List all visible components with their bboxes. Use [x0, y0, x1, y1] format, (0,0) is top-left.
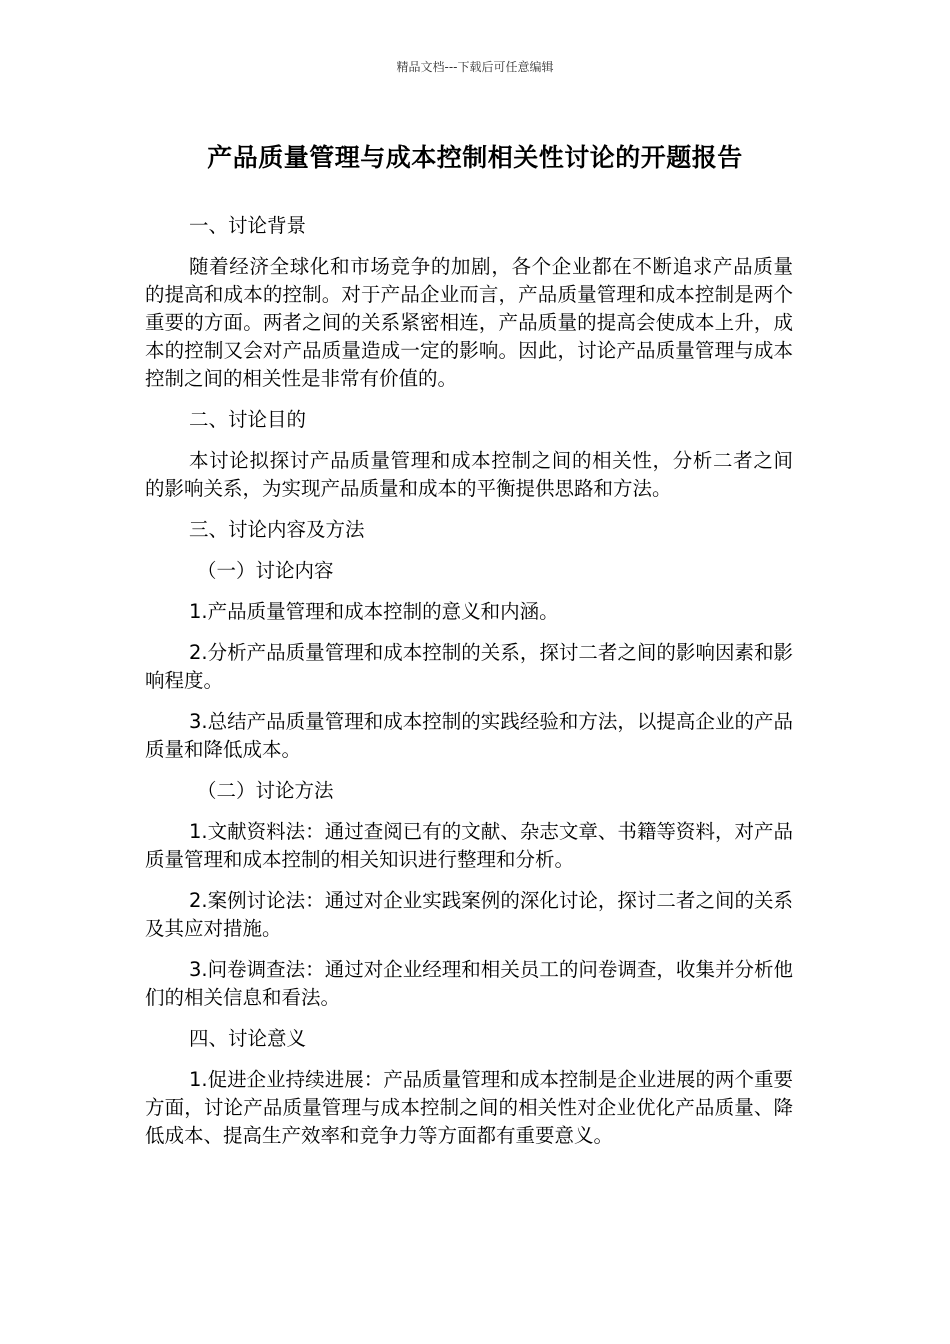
subsection-heading: （一）讨论内容: [197, 559, 334, 582]
section-heading: 一、讨论背景: [189, 214, 307, 237]
list-item: 2.案例讨论法：通过对企业实践案例的深化讨论，探讨二者之间的关系及其应对措施。: [145, 889, 793, 940]
list-item: 1.文献资料法：通过查阅已有的文献、杂志文章、书籍等资料，对产品质量管理和成本控制的相关知识进行整理和分析。: [145, 820, 793, 871]
section-heading: 四、讨论意义: [189, 1027, 307, 1050]
section-heading: 二、讨论目的: [189, 408, 307, 431]
subsection-heading: （二）讨论方法: [197, 779, 334, 802]
paragraph: 本讨论拟探讨产品质量管理和成本控制之间的相关性，分析二者之间的影响关系，为实现产品质量和成本的平衡提供思路和方法。: [145, 449, 793, 500]
page-header: 精品文档---下载后可任意编辑: [396, 60, 554, 74]
list-item: 2.分析产品质量管理和成本控制的关系，探讨二者之间的影响因素和影响程度。: [145, 641, 793, 692]
list-item: 3.总结产品质量管理和成本控制的实践经验和方法，以提高企业的产品质量和降低成本。: [145, 710, 793, 761]
paragraph: 随着经济全球化和市场竞争的加剧，各个企业都在不断追求产品质量的提高和成本的控制。对于产品企业而言，产品质量管理和成本控制是两个重要的方面。两者之间的关系紧密相连，产品质量的提高会使成本上升，成本的控制又会对产品质量造成一定的影响。因此，讨论产品质量管理与成本控制之间的相关性是非常有价值的。: [145, 255, 793, 390]
list-item: 1.产品质量管理和成本控制的意义和内涵。: [189, 600, 559, 623]
list-item: 1.促进企业持续进展：产品质量管理和成本控制是企业进展的两个重要方面，讨论产品质量管理与成本控制之间的相关性对企业优化产品质量、降低成本、提高生产效率和竞争力等方面都有重要意义。: [145, 1068, 793, 1147]
document-body: [145, 212, 793, 1163]
section-heading: 三、讨论内容及方法: [189, 518, 365, 541]
document-title: 产品质量管理与成本控制相关性讨论的开题报告: [207, 143, 743, 172]
list-item: 3.问卷调查法：通过对企业经理和相关员工的问卷调查，收集并分析他们的相关信息和看法。: [145, 958, 793, 1009]
